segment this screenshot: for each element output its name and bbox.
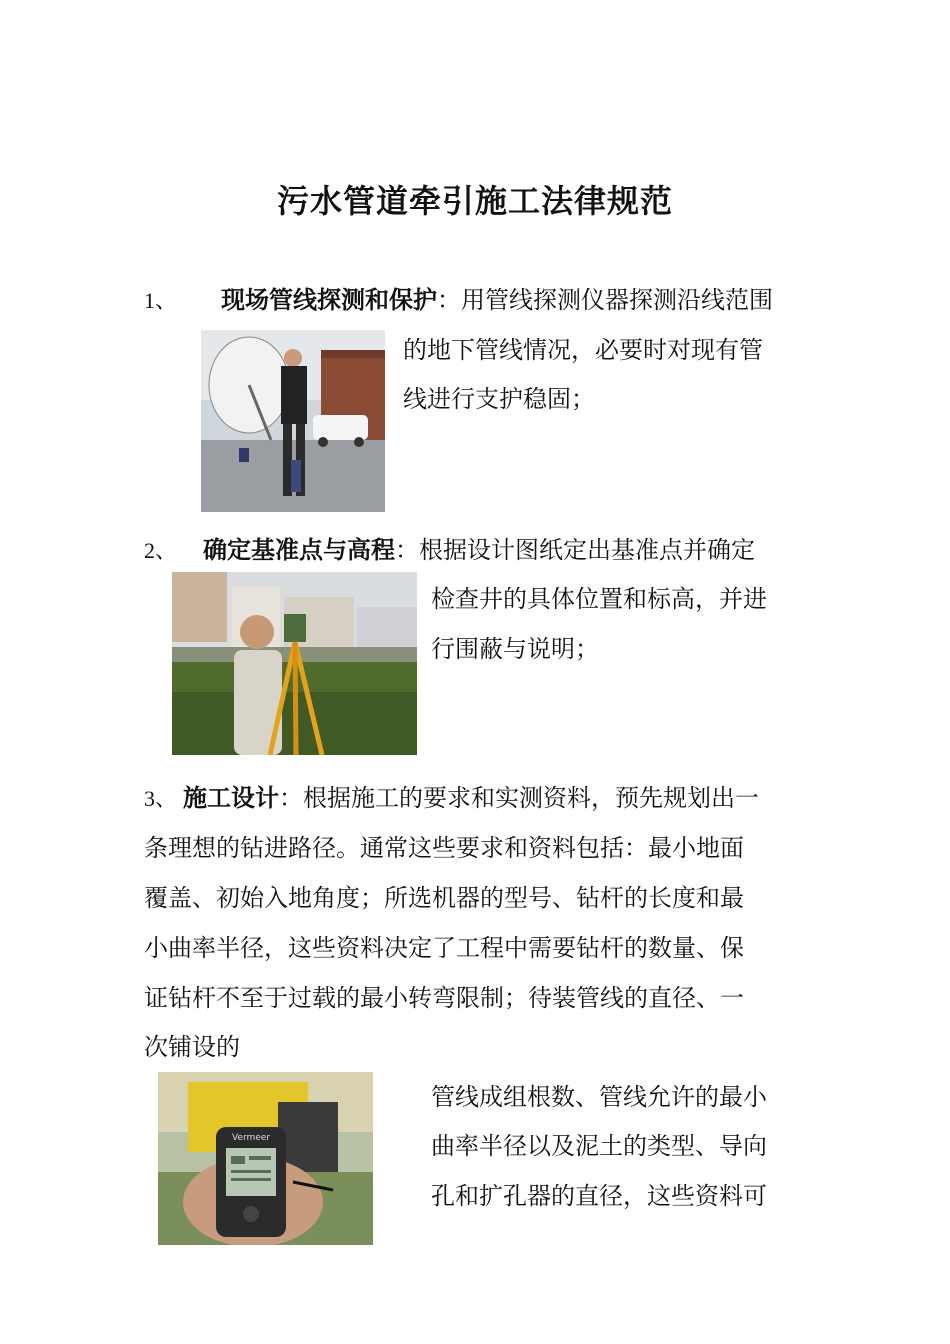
section-2-first-line <box>144 535 755 566</box>
section-1-line-2: 的地下管线情况，必要时对现有管 <box>403 336 763 364</box>
section-2-line-1: 根据设计图纸定出基准点并确定 <box>419 536 756 564</box>
pipeline-detector-photo <box>201 330 385 512</box>
document-title: 污水管道牵引施工法律规范 <box>276 182 673 220</box>
device-brand-label: Vermeer <box>231 1133 271 1143</box>
section-3-line-3: 覆盖、初始入地角度；所选机器的型号、钻杆的长度和最 <box>144 884 744 912</box>
section-2-line-2: 检查井的具体位置和标高，并进 <box>431 585 767 613</box>
section-2-colon: ： <box>395 536 420 564</box>
section-3-line-4: 小曲率半径，这些资料决定了工程中需要钻杆的数量、保 <box>144 934 744 962</box>
section-2-heading: 确定基准点与高程 <box>203 536 396 564</box>
section-3-number: 3、 <box>144 786 178 811</box>
section-3-line-1: 根据施工的要求和实测资料，预先规划出一 <box>303 784 760 812</box>
section-3-right-line-3: 孔和扩孔器的直径，这些资料可 <box>431 1182 767 1210</box>
section-2-line-3: 行围蔽与说明； <box>431 635 599 663</box>
section-3-heading: 施工设计 <box>183 784 280 812</box>
section-1-number: 1、 <box>144 288 178 313</box>
section-3-right-line-2: 曲率半径以及泥土的类型、导向 <box>431 1132 767 1160</box>
section-1-line-3: 线进行支护稳固； <box>403 385 595 413</box>
section-1-heading: 现场管线探测和保护 <box>221 286 438 314</box>
handheld-gps-device-photo <box>158 1072 373 1245</box>
section-3-line-2: 条理想的钻进路径。通常这些要求和资料包括：最小地面 <box>144 834 744 862</box>
section-3-first-line <box>144 783 759 814</box>
section-3-right-line-1: 管线成组根数、管线允许的最小 <box>431 1083 767 1111</box>
section-1-first-line <box>144 285 773 316</box>
section-3-line-5: 证钻杆不至于过载的最小转弯限制；待装管线的直径、一 <box>144 984 744 1012</box>
section-1-colon: ： <box>437 286 462 314</box>
section-2-number: 2、 <box>144 538 178 563</box>
surveyor-theodolite-photo <box>172 572 417 755</box>
section-1-line-1: 用管线探测仪器探测沿线范围 <box>461 286 774 314</box>
section-3-colon: ： <box>279 784 304 812</box>
section-3-line-6: 次铺设的 <box>144 1033 240 1061</box>
